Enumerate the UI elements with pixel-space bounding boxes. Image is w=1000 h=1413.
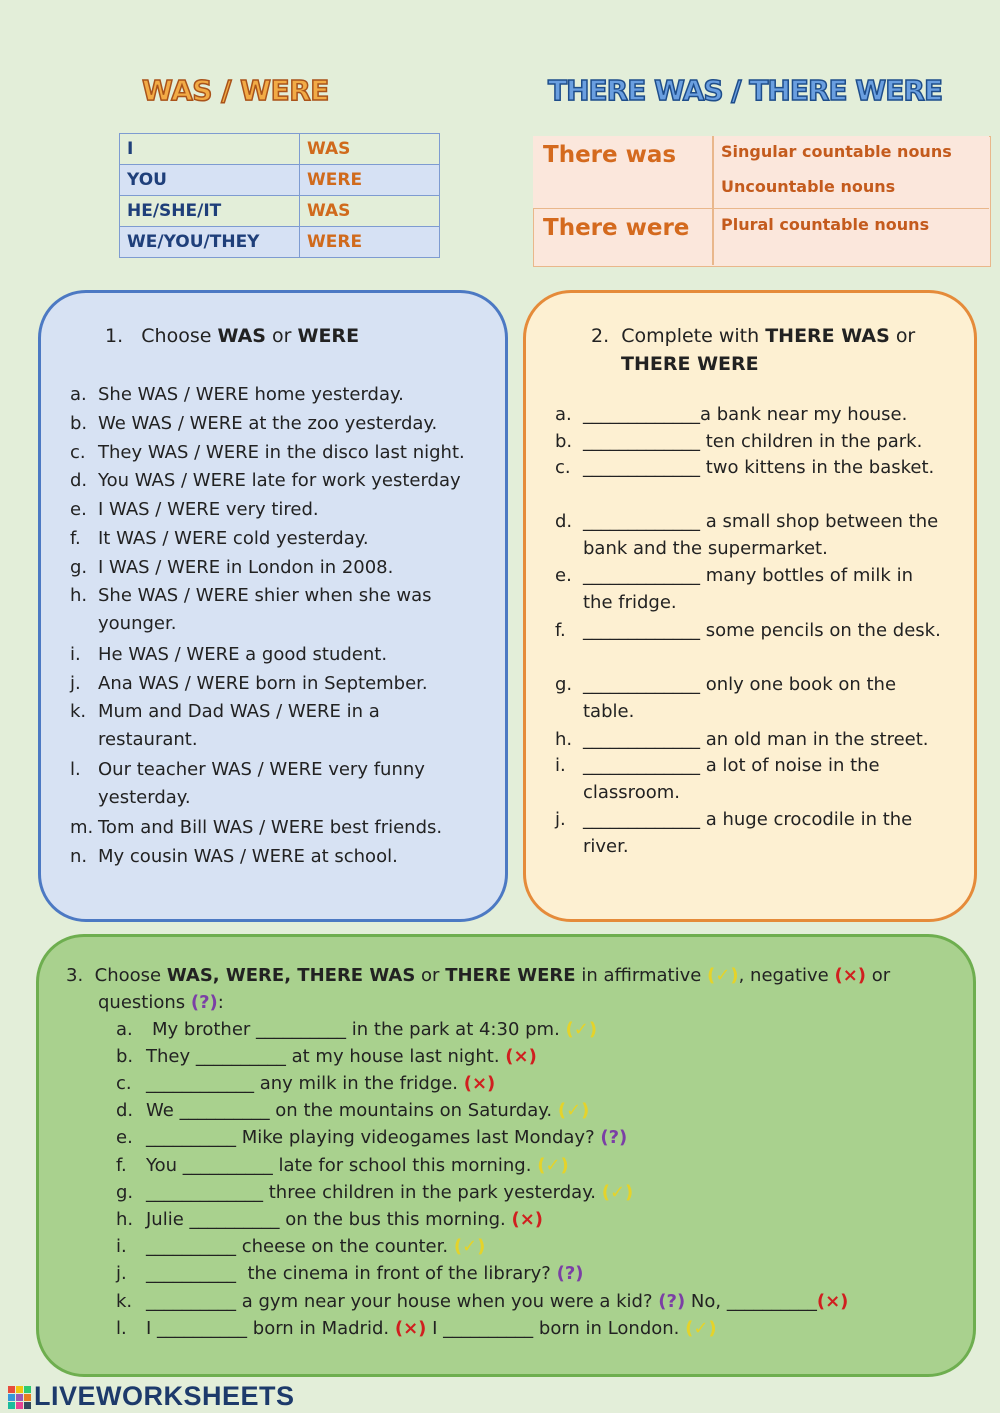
exercise-title-text: Choose xyxy=(94,965,162,986)
list-item xyxy=(555,400,945,429)
item-letter: m. xyxy=(70,817,94,838)
check-mark: (✓) xyxy=(453,1236,486,1257)
item-text: many bottles of milk in the fridge. xyxy=(583,565,913,613)
item-letter: n. xyxy=(70,846,88,867)
there-table-divider xyxy=(712,136,714,265)
item-letter: f. xyxy=(555,620,566,641)
cross-mark: (×) xyxy=(463,1073,496,1094)
cross-mark: (×) xyxy=(816,1291,849,1312)
table-row xyxy=(120,165,440,196)
list-item xyxy=(555,617,945,644)
list-item xyxy=(116,1123,627,1152)
item-letter: d. xyxy=(70,470,88,491)
table-row xyxy=(120,196,440,227)
item-text: ten children in the park. xyxy=(705,431,923,452)
answer-blank[interactable]: ____________ xyxy=(146,1073,254,1094)
list-item xyxy=(70,813,442,842)
item-letter: i. xyxy=(70,644,81,665)
item-text: late for school this morning. xyxy=(278,1155,532,1176)
exercise-title-bold: WAS, WERE, THERE WAS xyxy=(166,965,416,986)
item-text: My brother xyxy=(152,1019,251,1040)
item-letter: k. xyxy=(70,701,87,722)
item-letter: g. xyxy=(116,1182,134,1203)
list-item xyxy=(70,438,465,467)
item-letter: g. xyxy=(70,557,88,578)
exercise-1-title xyxy=(105,325,359,347)
answer-blank[interactable]: _____________ xyxy=(583,404,700,425)
subject-cell: HE/SHE/IT xyxy=(120,196,300,227)
exercise-number: 1. xyxy=(105,325,124,347)
question-mark: (?) xyxy=(600,1127,628,1148)
liveworksheets-logo: LIVEWORKSHEETS xyxy=(34,1381,295,1411)
exercise-title-bold: THERE WAS xyxy=(765,325,890,347)
answer-blank[interactable]: __________ xyxy=(443,1318,534,1339)
item-letter: i. xyxy=(116,1236,127,1257)
there-was-use-2: Uncountable nouns xyxy=(721,177,896,196)
item-text: Julie xyxy=(146,1209,184,1230)
list-item xyxy=(555,806,945,860)
item-letter: b. xyxy=(555,431,573,452)
item-text: some pencils on the desk. xyxy=(705,620,941,641)
item-text: born in London. xyxy=(538,1318,680,1339)
answer-blank[interactable]: _____________ xyxy=(583,755,700,776)
item-text: cheese on the counter. xyxy=(241,1236,449,1257)
exercise-title-text: Complete with xyxy=(621,325,760,347)
exercise-title-bold: THERE WERE xyxy=(621,353,759,375)
verb-cell: WERE xyxy=(300,227,440,258)
answer-blank[interactable]: __________ xyxy=(182,1155,273,1176)
item-text: only one book on the table. xyxy=(583,674,897,722)
there-was-use-1: Singular countable nouns xyxy=(721,142,952,161)
list-item xyxy=(70,409,437,438)
cross-mark-legend: (×) xyxy=(834,965,867,986)
item-letter: b. xyxy=(70,413,88,434)
item-letter: f. xyxy=(70,528,81,549)
list-item xyxy=(555,752,945,806)
item-letter: e. xyxy=(70,499,87,520)
item-text: My cousin WAS / WERE at school. xyxy=(98,846,398,867)
list-item xyxy=(555,427,945,456)
list-item xyxy=(70,524,369,553)
exercise-2-title xyxy=(591,322,941,378)
exercise-title-text: or xyxy=(871,965,891,986)
answer-blank[interactable]: _____________ xyxy=(583,620,700,641)
exercise-title-bold: WAS xyxy=(217,325,266,347)
item-text: It WAS / WERE cold yesterday. xyxy=(98,528,369,549)
item-letter: j. xyxy=(116,1263,127,1284)
answer-blank[interactable]: __________ xyxy=(189,1209,280,1230)
cross-mark: (×) xyxy=(505,1046,537,1067)
there-was-were-title: THERE WAS / THERE WERE xyxy=(548,74,943,107)
exercise-title-bold: THERE WERE xyxy=(445,965,576,986)
was-were-title: WAS / WERE xyxy=(142,74,329,107)
item-letter: c. xyxy=(116,1073,132,1094)
item-text: three children in the park yesterday. xyxy=(268,1182,596,1203)
item-text: a small shop between the bank and the supermarket. xyxy=(583,511,939,559)
item-letter: h. xyxy=(555,729,573,750)
list-item xyxy=(116,1259,584,1288)
list-item xyxy=(70,842,398,871)
item-text: She WAS / WERE home yesterday. xyxy=(98,384,404,405)
exercise-title-text: , negative xyxy=(738,965,829,986)
verb-cell: WAS xyxy=(300,196,440,227)
list-item xyxy=(555,671,945,725)
list-item xyxy=(70,756,470,812)
item-letter: d. xyxy=(116,1100,134,1121)
check-mark: (✓) xyxy=(685,1318,717,1339)
table-row xyxy=(120,227,440,258)
answer-blank[interactable]: __________ xyxy=(179,1100,270,1121)
item-letter: d. xyxy=(555,511,573,532)
answer-blank[interactable]: __________ xyxy=(146,1127,236,1148)
list-item xyxy=(70,466,461,495)
item-text: I WAS / WERE in London in 2008. xyxy=(98,557,394,578)
item-letter: f. xyxy=(116,1155,127,1176)
item-text: Ana WAS / WERE born in September. xyxy=(98,673,428,694)
item-text: Tom and Bill WAS / WERE best friends. xyxy=(98,817,443,838)
item-letter: c. xyxy=(70,442,86,463)
item-letter: e. xyxy=(555,565,572,586)
list-item xyxy=(70,669,428,698)
list-item xyxy=(70,495,319,524)
item-text: born in Madrid. xyxy=(252,1318,390,1339)
list-item xyxy=(70,640,387,669)
item-letter: k. xyxy=(116,1291,133,1312)
item-text: a bank near my house. xyxy=(700,404,908,425)
question-mark: (?) xyxy=(658,1291,686,1312)
subject-cell: WE/YOU/THEY xyxy=(120,227,300,258)
item-letter: i. xyxy=(555,755,566,776)
item-letter: a. xyxy=(555,404,572,425)
item-text: We xyxy=(146,1100,174,1121)
exercise-title-bold: WERE xyxy=(297,325,360,347)
list-item xyxy=(70,553,393,582)
answer-blank[interactable]: __________ xyxy=(256,1019,347,1040)
verb-cell: WAS xyxy=(300,134,440,165)
item-text: They xyxy=(146,1046,191,1067)
exercise-title-text: or xyxy=(272,325,292,347)
item-text: any milk in the fridge. xyxy=(259,1073,459,1094)
list-item xyxy=(555,562,945,616)
answer-blank[interactable]: _____________ xyxy=(583,565,700,586)
answer-blank[interactable]: __________ xyxy=(146,1236,236,1257)
item-text: They WAS / WERE in the disco last night. xyxy=(98,442,465,463)
exercise-title-text: or xyxy=(895,325,916,347)
there-were-label: There were xyxy=(543,215,690,241)
there-were-use-1: Plural countable nouns xyxy=(721,215,930,234)
item-text: on the mountains on Saturday. xyxy=(275,1100,553,1121)
item-letter: g. xyxy=(555,674,573,695)
answer-blank[interactable]: _____________ xyxy=(583,729,700,750)
item-text: two kittens in the basket. xyxy=(705,457,935,478)
answer-blank[interactable]: __________ xyxy=(146,1291,236,1312)
cross-mark: (×) xyxy=(394,1318,427,1339)
list-item xyxy=(70,380,404,409)
cross-mark: (×) xyxy=(511,1209,544,1230)
item-text: Mike playing videogames last Monday? xyxy=(241,1127,595,1148)
answer-blank[interactable]: __________ xyxy=(146,1263,236,1284)
list-item xyxy=(116,1042,537,1071)
item-text: I xyxy=(146,1318,152,1339)
list-item xyxy=(116,1069,495,1098)
check-mark: (✓) xyxy=(557,1100,590,1121)
item-text: a huge crocodile in the river. xyxy=(583,809,913,857)
list-item xyxy=(555,454,945,481)
question-mark: (?) xyxy=(556,1263,584,1284)
list-item xyxy=(555,508,945,562)
answer-blank[interactable]: __________ xyxy=(726,1291,817,1312)
item-letter: h. xyxy=(116,1209,134,1230)
exercise-number: 3. xyxy=(66,965,84,986)
item-text: He WAS / WERE a good student. xyxy=(98,644,388,665)
exercise-title-text: in affirmative xyxy=(581,965,702,986)
exercise-3-title: 3. Choose WAS, WERE, THERE WAS or THERE WERE in affirmative (✓), negative (×) or questions (?): xyxy=(66,965,891,1013)
item-text: in the park at 4:30 pm. xyxy=(351,1019,560,1040)
list-item xyxy=(70,582,470,638)
item-text: Our teacher WAS / WERE very funny yesterday. xyxy=(98,759,425,808)
item-letter: b. xyxy=(116,1046,134,1067)
answer-blank[interactable]: __________ xyxy=(157,1318,248,1339)
check-mark-legend: (✓) xyxy=(707,965,739,986)
question-mark-legend: (?) xyxy=(190,992,218,1013)
item-text: a lot of noise in the classroom. xyxy=(583,755,880,803)
was-were-table xyxy=(119,133,440,258)
item-letter: e. xyxy=(116,1127,133,1148)
item-text: No, xyxy=(690,1291,722,1312)
answer-blank[interactable]: _____________ xyxy=(583,809,700,830)
check-mark: (✓) xyxy=(565,1019,598,1040)
item-text: at my house last night. xyxy=(291,1046,500,1067)
answer-blank[interactable]: _____________ xyxy=(583,674,700,695)
table-row xyxy=(120,134,440,165)
item-letter: j. xyxy=(70,673,81,694)
list-item xyxy=(116,1178,633,1207)
item-text: She WAS / WERE shier when she was younger. xyxy=(98,585,432,634)
item-letter: h. xyxy=(70,585,88,606)
list-item xyxy=(116,1015,597,1044)
item-letter: l. xyxy=(116,1318,127,1339)
item-text: the cinema in front of the library? xyxy=(247,1263,551,1284)
item-letter: c. xyxy=(555,457,571,478)
item-letter: j. xyxy=(555,809,566,830)
exercise-number: 2. xyxy=(591,325,610,347)
answer-blank[interactable]: __________ xyxy=(195,1046,286,1067)
list-item xyxy=(70,698,470,754)
answer-blank[interactable]: _____________ xyxy=(583,457,700,478)
item-letter: a. xyxy=(116,1019,133,1040)
item-letter: a. xyxy=(70,384,87,405)
subject-cell: I xyxy=(120,134,300,165)
exercise-title-text: questions xyxy=(98,992,186,1013)
item-text: Mum and Dad WAS / WERE in a restaurant. xyxy=(98,701,380,750)
list-item xyxy=(116,1205,543,1234)
list-item xyxy=(116,1287,848,1316)
item-text: We WAS / WERE at the zoo yesterday. xyxy=(98,413,438,434)
subject-cell: YOU xyxy=(120,165,300,196)
answer-blank[interactable]: _____________ xyxy=(583,511,700,532)
item-text: a gym near your house when you were a kid? xyxy=(241,1291,653,1312)
item-letter: l. xyxy=(70,759,81,780)
list-item xyxy=(116,1151,569,1180)
list-item xyxy=(116,1096,589,1125)
list-item xyxy=(555,725,945,754)
exercise-title-text: Choose xyxy=(141,325,212,347)
item-text: I WAS / WERE very tired. xyxy=(98,499,319,520)
answer-blank[interactable]: _____________ xyxy=(583,431,700,452)
item-text: an old man in the street. xyxy=(705,729,929,750)
verb-cell: WERE xyxy=(300,165,440,196)
check-mark: (✓) xyxy=(537,1155,569,1176)
item-text: You WAS / WERE late for work yesterday xyxy=(98,470,461,491)
list-item xyxy=(116,1314,717,1343)
exercise-title-text: or xyxy=(421,965,440,986)
item-text: You xyxy=(146,1155,178,1176)
answer-blank[interactable]: _____________ xyxy=(146,1182,263,1203)
list-item xyxy=(116,1232,485,1261)
there-was-label: There was xyxy=(543,142,677,168)
item-text: on the bus this morning. xyxy=(285,1209,506,1230)
check-mark: (✓) xyxy=(601,1182,634,1203)
liveworksheets-logo-icon xyxy=(8,1386,30,1408)
item-text: I xyxy=(432,1318,438,1339)
